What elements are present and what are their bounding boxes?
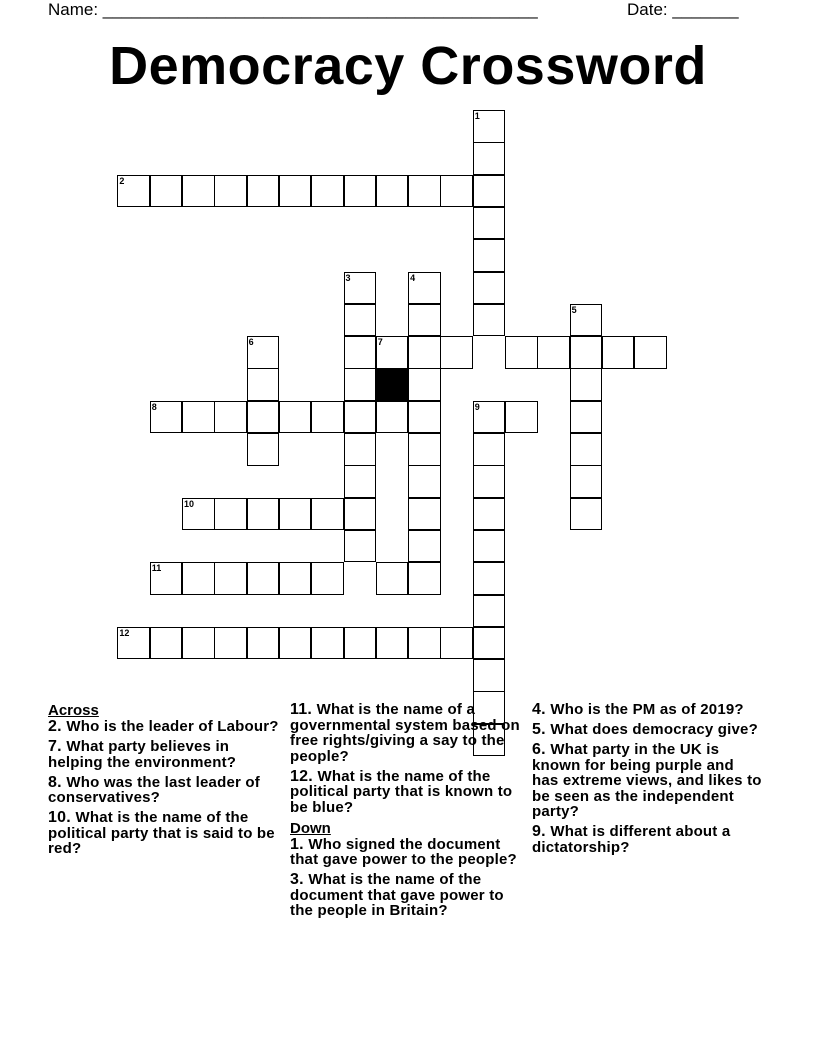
- crossword-cell[interactable]: [214, 175, 247, 208]
- crossword-cell[interactable]: [473, 530, 506, 563]
- clue-text: What is the name of the document that gave power to the people in Britain?: [290, 871, 504, 919]
- crossword-cell[interactable]: [570, 465, 603, 498]
- clue-number: 9: [474, 401, 480, 412]
- crossword-cell[interactable]: [570, 304, 603, 337]
- crossword-cell[interactable]: [182, 498, 215, 531]
- crossword-cell[interactable]: [473, 304, 506, 337]
- clue-number-label: 11.: [290, 701, 317, 718]
- crossword-cell[interactable]: [344, 272, 377, 305]
- page-title: Democracy Crossword: [109, 36, 707, 96]
- crossword-cell[interactable]: [570, 498, 603, 531]
- crossword-cell[interactable]: [408, 530, 441, 563]
- clue-text: Who signed the document that gave power to the people?: [290, 835, 517, 868]
- crossword-cell[interactable]: [344, 498, 377, 531]
- clue-number-label: 5.: [532, 721, 551, 738]
- crossword-cell[interactable]: [570, 368, 603, 401]
- crossword-cell[interactable]: [150, 401, 183, 434]
- crossword-cell[interactable]: [473, 433, 506, 466]
- clue-number-label: 9.: [532, 823, 551, 840]
- crossword-cell[interactable]: [150, 175, 183, 208]
- clues-column-1: [48, 702, 280, 861]
- crossword-cell[interactable]: [473, 142, 506, 175]
- crossword-cell[interactable]: [473, 659, 506, 692]
- clue-text: What is the name of the political party that is known to be blue?: [290, 767, 513, 816]
- crossword-cell[interactable]: [505, 336, 538, 369]
- crossword-cell[interactable]: [214, 498, 247, 531]
- clue-number-label: 2.: [48, 718, 67, 735]
- crossword-cell[interactable]: [214, 562, 247, 595]
- clue-across-2: [48, 719, 280, 735]
- clue-across-12: [290, 769, 522, 816]
- clue-number-label: 3.: [290, 871, 309, 888]
- across-clue-list-continued: [290, 702, 522, 815]
- clue-down-5: [532, 722, 764, 738]
- clue-down-1: [290, 837, 522, 868]
- crossword-cell[interactable]: [473, 239, 506, 272]
- crossword-cell[interactable]: [408, 433, 441, 466]
- clue-number: 2: [119, 175, 125, 186]
- clue-number-label: 7.: [48, 738, 67, 755]
- crossword-cell[interactable]: [182, 627, 215, 660]
- crossword-cell[interactable]: [408, 401, 441, 434]
- crossword-black-cell: [376, 368, 409, 401]
- clue-number: 5: [571, 304, 577, 315]
- crossword-cell[interactable]: [473, 627, 506, 660]
- crossword-cell[interactable]: [311, 562, 344, 595]
- clue-across-10: [48, 810, 280, 857]
- crossword-cell[interactable]: [537, 336, 570, 369]
- crossword-cell[interactable]: [344, 304, 377, 337]
- crossword-cell[interactable]: [473, 498, 506, 531]
- clue-down-4: [532, 702, 764, 718]
- across-heading: Across: [48, 702, 99, 719]
- crossword-cell[interactable]: [473, 562, 506, 595]
- crossword-cell[interactable]: [473, 465, 506, 498]
- crossword-cell[interactable]: [408, 272, 441, 305]
- crossword-cell[interactable]: [247, 401, 280, 434]
- crossword-cell[interactable]: [473, 175, 506, 208]
- clue-text: What is the name of the political party that is said to be red?: [48, 809, 275, 857]
- crossword-cell[interactable]: [344, 368, 377, 401]
- crossword-cell[interactable]: [634, 336, 667, 369]
- crossword-cell[interactable]: [311, 401, 344, 434]
- clue-number: 4: [410, 272, 416, 283]
- clue-text: Who was the last leader of conservatives?: [48, 773, 260, 806]
- crossword-cell[interactable]: [408, 368, 441, 401]
- crossword-cell[interactable]: [247, 433, 280, 466]
- crossword-cell[interactable]: [344, 401, 377, 434]
- clue-number-label: 10.: [48, 809, 76, 826]
- crossword-cell[interactable]: [214, 627, 247, 660]
- crossword-cell[interactable]: [150, 627, 183, 660]
- clue-across-11: [290, 702, 522, 764]
- crossword-cell[interactable]: [408, 304, 441, 337]
- crossword-cell[interactable]: [344, 433, 377, 466]
- clue-text: Who is the leader of Labour?: [66, 718, 279, 735]
- crossword-cell[interactable]: [150, 562, 183, 595]
- clue-number: 10: [184, 498, 195, 509]
- crossword-cell[interactable]: [408, 498, 441, 531]
- clue-number-label: 4.: [532, 701, 551, 718]
- crossword-cell[interactable]: [311, 627, 344, 660]
- crossword-cell[interactable]: [376, 175, 409, 208]
- crossword-cell[interactable]: [408, 175, 441, 208]
- down-clue-list: [290, 837, 522, 919]
- crossword-cell[interactable]: [440, 175, 473, 208]
- down-clue-list-continued: [532, 702, 764, 855]
- clue-text: What is different about a dictatorship?: [532, 823, 731, 856]
- clue-text: What does democracy give?: [550, 721, 758, 738]
- crossword-cell[interactable]: [408, 562, 441, 595]
- clue-number: 7: [377, 337, 383, 348]
- clue-number-label: 1.: [290, 835, 309, 853]
- crossword-cell[interactable]: [570, 401, 603, 434]
- clue-down-3: [290, 872, 522, 919]
- crossword-cell[interactable]: [408, 465, 441, 498]
- crossword-cell[interactable]: [570, 433, 603, 466]
- crossword-cell[interactable]: [473, 401, 506, 434]
- crossword-cell[interactable]: [247, 627, 280, 660]
- crossword-cell[interactable]: [182, 401, 215, 434]
- crossword-cell[interactable]: [344, 175, 377, 208]
- crossword-cell[interactable]: [440, 336, 473, 369]
- clue-down-9: [532, 824, 764, 855]
- crossword-cell[interactable]: [440, 627, 473, 660]
- crossword-cell[interactable]: [279, 562, 312, 595]
- clue-number-label: 12.: [290, 767, 318, 785]
- clue-number: 6: [248, 337, 254, 348]
- crossword-cell[interactable]: [279, 175, 312, 208]
- clue-text: What is the name of a governmental system based on free rights/giving a say to the people?: [290, 701, 520, 765]
- clue-down-6: [532, 742, 764, 820]
- clue-number-label: 6.: [532, 741, 551, 758]
- crossword-cell[interactable]: [505, 401, 538, 434]
- crossword-cell[interactable]: [344, 627, 377, 660]
- crossword-cell[interactable]: [473, 595, 506, 628]
- crossword-cell[interactable]: [247, 175, 280, 208]
- crossword-cell[interactable]: [376, 562, 409, 595]
- crossword-cell[interactable]: [247, 336, 280, 369]
- clue-number-label: 8.: [48, 773, 67, 791]
- crossword-cell[interactable]: [473, 272, 506, 305]
- crossword-cell[interactable]: [376, 401, 409, 434]
- clue-text: Who is the PM as of 2019?: [550, 701, 744, 718]
- crossword-cell[interactable]: [408, 336, 441, 369]
- crossword-cell[interactable]: [311, 498, 344, 531]
- crossword-cell[interactable]: [602, 336, 635, 369]
- crossword-cell[interactable]: [311, 175, 344, 208]
- crossword-cell[interactable]: [344, 336, 377, 369]
- clue-number: 3: [345, 272, 351, 283]
- clue-across-8: [48, 775, 280, 806]
- crossword-cell[interactable]: [376, 336, 409, 369]
- crossword-cell[interactable]: [344, 530, 377, 563]
- crossword-cell[interactable]: [570, 336, 603, 369]
- clue-across-7: [48, 739, 280, 770]
- name-field: Name: ______________________________________________: [48, 0, 538, 19]
- date-field: Date: _______: [627, 0, 739, 19]
- crossword-cell[interactable]: [376, 627, 409, 660]
- clue-number: 8: [151, 401, 157, 412]
- down-heading: Down: [290, 819, 331, 837]
- crossword-cell[interactable]: [473, 207, 506, 240]
- clue-number: 11: [151, 563, 162, 574]
- crossword-cell[interactable]: [247, 498, 280, 531]
- clue-number: 12: [119, 627, 130, 638]
- clues-column-2: [290, 702, 522, 923]
- crossword-cell[interactable]: [344, 465, 377, 498]
- crossword-cell[interactable]: [182, 562, 215, 595]
- clue-number: 1: [474, 111, 480, 121]
- crossword-cell[interactable]: [214, 401, 247, 434]
- clue-text: What party believes in helping the environment?: [48, 738, 237, 771]
- crossword-cell[interactable]: [117, 175, 150, 208]
- clue-text: What party in the UK is known for being purple and has extreme views, and likes to be seen as the independent party?: [532, 741, 762, 820]
- crossword-cell[interactable]: [117, 627, 150, 660]
- crossword-cell[interactable]: [247, 368, 280, 401]
- crossword-cell[interactable]: [408, 627, 441, 660]
- across-clue-list: [48, 719, 280, 857]
- crossword-cell[interactable]: [473, 110, 506, 143]
- clues-column-3: [532, 702, 764, 860]
- crossword-cell[interactable]: [247, 562, 280, 595]
- crossword-cell[interactable]: [279, 401, 312, 434]
- crossword-cell[interactable]: [279, 498, 312, 531]
- crossword-cell[interactable]: [279, 627, 312, 660]
- crossword-cell[interactable]: [182, 175, 215, 208]
